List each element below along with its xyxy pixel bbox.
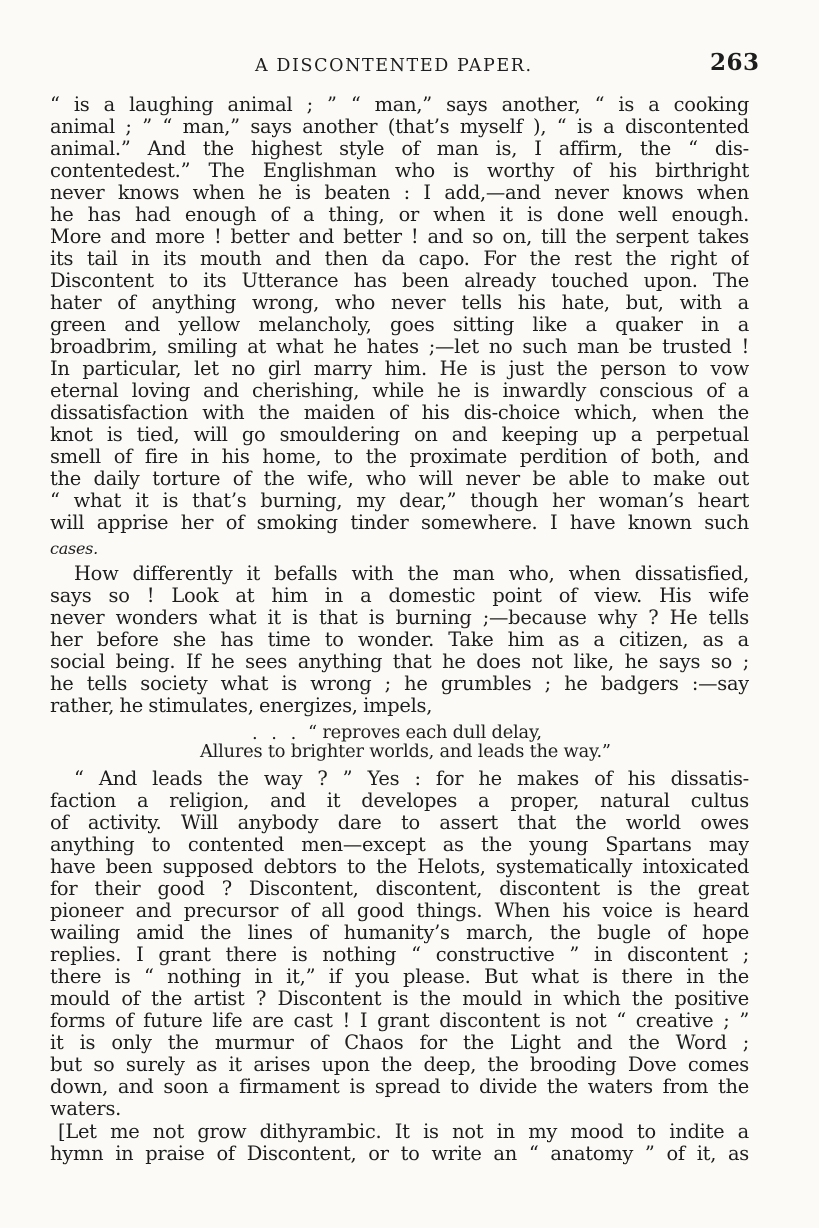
text-line: it is only the murmur of Chaos for the Light and the Word ; (50, 1032, 749, 1054)
text-line: faction a religion, and it developes a proper, natural cultus (50, 790, 749, 812)
text-line: broadbrim, smiling at what he hates ;—let no such man be trusted ! (50, 336, 749, 358)
quote-line: “ reproves each dull delay, (308, 722, 542, 743)
text-line: anything to contented men—except as the young Spartans may (50, 834, 749, 856)
text-line: [Let me not grow dithyrambic. It is not in my mood to indite a (58, 1121, 749, 1143)
text-line: down, and soon a firmament is spread to divide the waters from the (50, 1076, 749, 1098)
text-line: hater of anything wrong, who never tells his hate, but, with a (50, 292, 749, 314)
text-line: pioneer and precursor of all good things. When his voice is heard (50, 900, 749, 922)
text-line: knot is tied, will go smouldering on and keeping up a perpetual (50, 424, 749, 446)
text-line: replies. I grant there is nothing “ constructive ” in discontent ; (50, 944, 749, 966)
page-number: 263 (710, 49, 760, 76)
text-line: “ is a laughing animal ; ” “ man,” says another, “ is a cooking (50, 94, 749, 116)
running-title: A DISCONTENTED PAPER. (255, 56, 533, 76)
text-line: never wonders what it is that is burning ;—because why ? He tells (50, 607, 749, 629)
text-line: mould of the artist ? Discontent is the mould in which the positive (50, 988, 749, 1010)
text-line: animal.” And the highest style of man is, I affirm, the “ dis- (50, 138, 749, 160)
text-line: animal ; ” “ man,” says another (that’s myself ), “ is a discontented (50, 116, 749, 138)
quote-ellipsis: . . . (252, 723, 301, 744)
text-line: Discontent to its Utterance has been already touched upon. The (50, 270, 749, 292)
text-line: for their good ? Discontent, discontent, discontent is the great (50, 878, 749, 900)
text-line: he has had enough of a thing, or when it is done well enough. (50, 204, 749, 226)
text-line: will apprise her of smoking tinder somewhere. I have known such (50, 512, 749, 534)
text-line: smell of fire in his home, to the proximate perdition of both, and (50, 446, 749, 468)
text-line: hymn in praise of Discontent, or to write an “ anatomy ” of it, as (50, 1143, 749, 1165)
text-line: he tells society what is wrong ; he grumbles ; he badgers :—say (50, 673, 749, 695)
text-line: have been supposed debtors to the Helots, systematically intoxicated (50, 856, 749, 878)
quote-line: Allures to brighter worlds, and leads the way.” (200, 741, 611, 762)
text-line: of activity. Will anybody dare to assert that the world owes (50, 812, 749, 834)
text-line: rather, he stimulates, energizes, impels, (50, 695, 433, 717)
text-line: her before she has time to wonder. Take him as a citizen, as a (50, 629, 749, 651)
text-line: waters. (50, 1098, 122, 1120)
text-line: never knows when he is beaten : I add,—and never knows when (50, 182, 749, 204)
text-line: dissatisfaction with the maiden of his dis-choice which, when the (50, 402, 749, 424)
text-line: wailing amid the lines of humanity’s march, the bugle of hope (50, 922, 749, 944)
text-line: How differently it befalls with the man who, when dissatisfied, (74, 563, 749, 585)
text-line: “ what it is that’s burning, my dear,” though her woman’s heart (50, 490, 749, 512)
text-line: eternal loving and cherishing, while he is inwardly conscious of a (50, 380, 749, 402)
text-line: its tail in its mouth and then da capo. For the rest the right of (50, 248, 749, 270)
text-line: cases. (50, 539, 98, 558)
text-line: “ And leads the way ? ” Yes : for he makes of his dissatis- (74, 768, 749, 790)
text-line: forms of future life are cast ! I grant discontent is not “ creative ; ” (50, 1010, 749, 1032)
text-line: social being. If he sees anything that he does not like, he says so ; (50, 651, 749, 673)
text-line: contentedest.” The Englishman who is worthy of his birthright (50, 160, 749, 182)
text-line: In particular, let no girl marry him. He is just the person to vow (50, 358, 749, 380)
text-line: there is “ nothing in it,” if you please. But what is there in the (50, 966, 749, 988)
text-line: green and yellow melancholy, goes sitting like a quaker in a (50, 314, 749, 336)
text-line: says so ! Look at him in a domestic point of view. His wife (50, 585, 749, 607)
text-line: More and more ! better and better ! and so on, till the serpent takes (50, 226, 749, 248)
text-line: but so surely as it arises upon the deep, the brooding Dove comes (50, 1054, 749, 1076)
text-line: the daily torture of the wife, who will never be able to make out (50, 468, 749, 490)
